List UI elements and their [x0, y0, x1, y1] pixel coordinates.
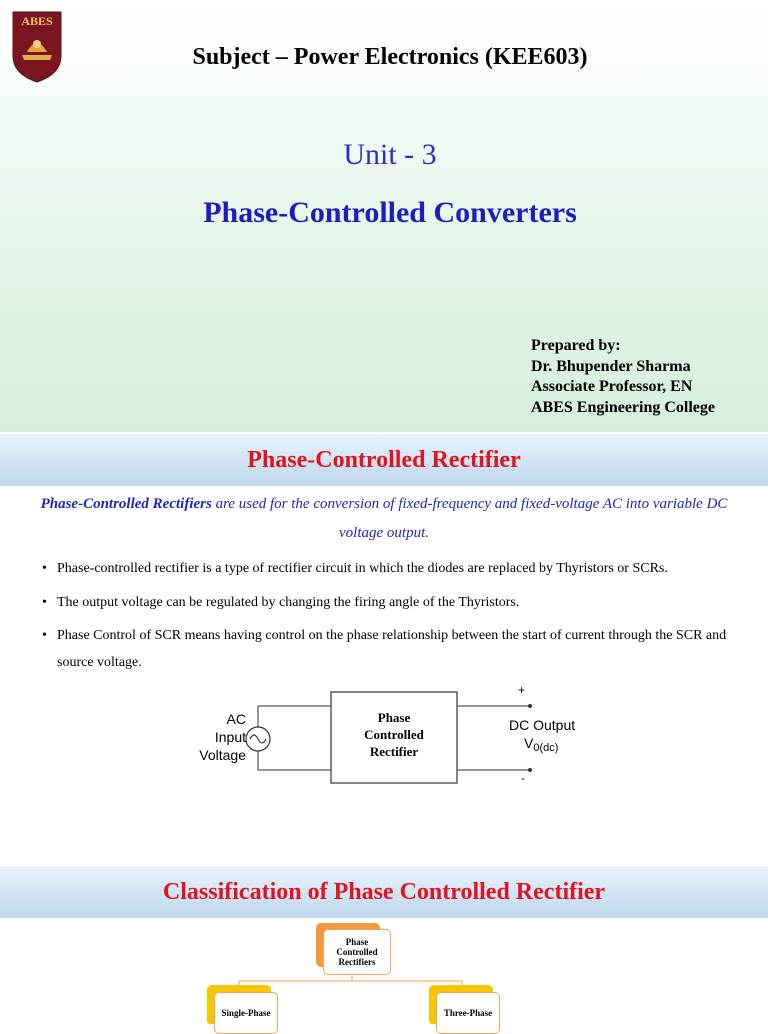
- author-designation: Associate Professor, EN: [531, 378, 693, 395]
- classification-tree: [0, 918, 768, 1024]
- author-college: ABES Engineering College: [531, 398, 716, 416]
- intro-text: are used for the conversion of fixed-frequency and fixed-voltage AC into variable DC voltage output.: [211, 496, 728, 541]
- intro-paragraph: [40, 490, 728, 548]
- unit-label: Unit - 3: [343, 138, 437, 171]
- logo-subtext: Estd. 2000: [27, 75, 47, 80]
- three-phase-node: Three-Phase: [436, 992, 500, 1034]
- section-heading-bar: Classification of Phase Controlled Rectifier: [0, 866, 768, 918]
- input-label: AC Input Voltage: [199, 711, 246, 763]
- bullet-text: The output voltage can be regulated by changing the firing angle of the Thyristors.: [57, 595, 520, 610]
- bullet-dot: •: [42, 595, 47, 610]
- single-phase-node: Single-Phase: [214, 992, 278, 1034]
- title-slide: [0, 0, 768, 432]
- subject-title: Subject – Power Electronics (KEE603): [192, 44, 588, 70]
- logo-text: ABES: [21, 14, 53, 28]
- bullet-dot: •: [42, 561, 47, 576]
- bullet-text: Phase Control of SCR means having control on the phase relationship between the start of current through the SCR and source voltage.: [57, 628, 727, 670]
- intro-bold-term: Phase-Controlled Rectifiers: [40, 496, 212, 512]
- minus-terminal-label: -: [521, 771, 525, 785]
- rectifier-box-label: Phase Controlled Rectifier: [364, 710, 424, 759]
- slide-title: Phase-Controlled Converters: [203, 196, 577, 229]
- output-label: DC Output: [509, 717, 576, 733]
- root-node: Phase Controlled Rectifiers: [323, 929, 391, 975]
- author-name: Dr. Bhupender Sharma: [531, 357, 691, 375]
- prepared-by-label: Prepared by:: [531, 337, 621, 354]
- plus-terminal-label: +: [518, 683, 526, 697]
- rectifier-block-diagram: [190, 682, 590, 794]
- prepared-by-block: [531, 336, 715, 418]
- output-voltage-symbol: $V_{0(dc)}$: [524, 735, 559, 754]
- bullet-text: Phase-controlled rectifier is a type of rectifier circuit in which the diodes are replaced by Thyristors or SCRs.: [57, 561, 668, 576]
- bullet-dot: •: [42, 628, 47, 643]
- section-heading-bar: Phase-Controlled Rectifier: [0, 434, 768, 486]
